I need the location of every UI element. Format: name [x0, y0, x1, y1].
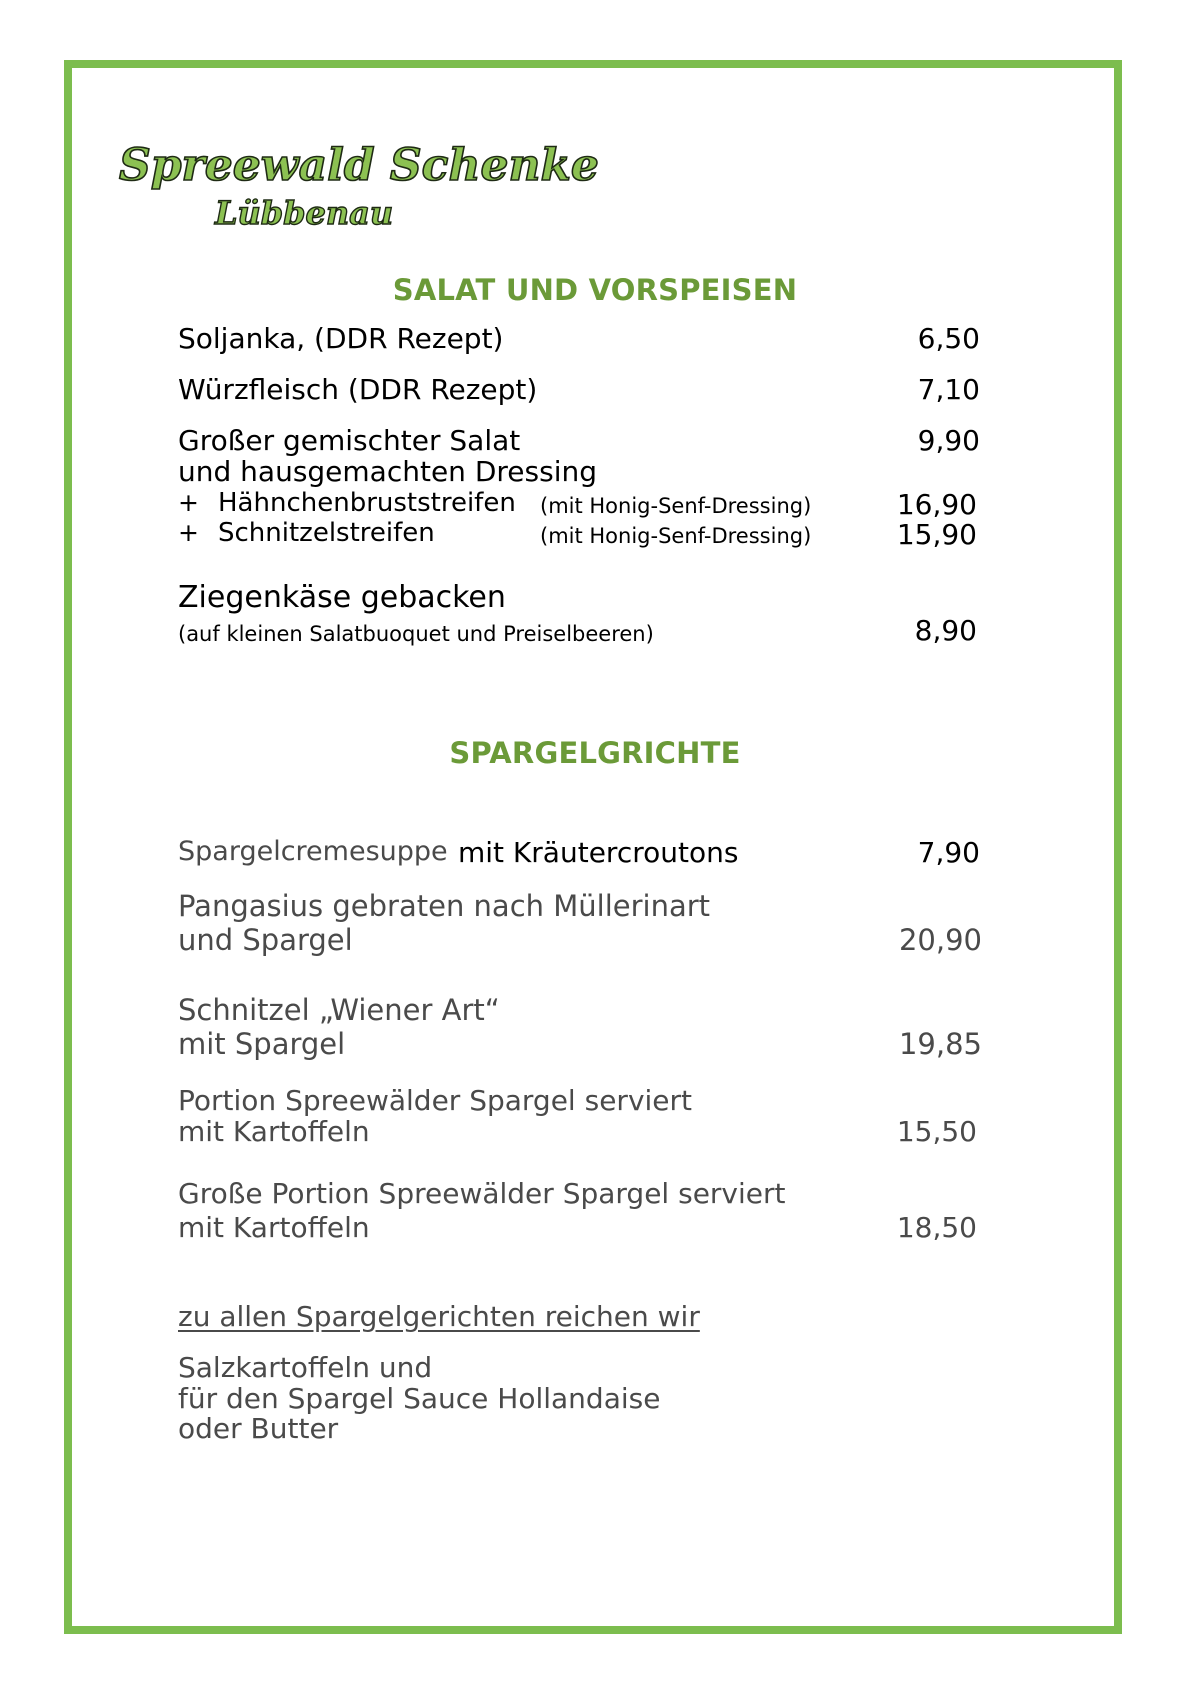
section-title-salat: SALAT UND VORSPEISEN	[392, 273, 798, 307]
extra-schnitzel-note: (mit Honig-Senf-Dressing)	[540, 524, 812, 548]
item-ziegenkaese-note: (auf kleinen Salatbuoquet und Preiselbeeren)	[178, 622, 654, 646]
item-pangasius-line2: und Spargel	[178, 923, 353, 957]
item-pangasius-price: 20,90	[898, 923, 982, 957]
extra-schnitzel-price: 15,90	[896, 518, 977, 551]
item-grosse-portion-price: 18,50	[896, 1211, 977, 1244]
item-portion-price: 15,50	[896, 1115, 977, 1148]
item-grosse-portion-line1: Große Portion Spreewälder Spargel serviert	[178, 1177, 786, 1210]
item-suppe-price: 7,90	[917, 836, 980, 869]
item-wurzfleisch-name: Würzfleisch (DDR Rezept)	[178, 373, 538, 406]
logo-line2: Lübbenau	[215, 194, 394, 232]
item-soljanka-name: Soljanka, (DDR Rezept)	[178, 322, 504, 355]
section-title-spargel: SPARGELGRICHTE	[449, 736, 741, 770]
item-suppe-addition: mit Kräutercroutons	[458, 836, 739, 869]
extra-prefix: +	[178, 488, 199, 517]
extra-prefix: +	[178, 518, 199, 547]
item-ziegenkaese-price: 8,90	[914, 614, 977, 647]
beilagen-line1: Salzkartoffeln und	[178, 1351, 433, 1384]
item-wurzfleisch-price: 7,10	[917, 373, 980, 406]
item-salat-name-line1: Großer gemischter Salat	[178, 424, 521, 457]
item-soljanka-price: 6,50	[917, 322, 980, 355]
item-suppe-name: Spargelcremesuppe	[178, 836, 448, 867]
restaurant-logo	[115, 128, 599, 238]
extra-haehnchen-name: Hähnchenbruststreifen	[218, 488, 516, 518]
beilagen-line3: oder Butter	[178, 1412, 339, 1445]
beilagen-line2: für den Spargel Sauce Hollandaise	[178, 1382, 661, 1415]
extra-haehnchen-note: (mit Honig-Senf-Dressing)	[540, 494, 812, 518]
item-ziegenkaese-name: Ziegenkäse gebacken	[178, 580, 506, 615]
logo-line1: Spreewald Schenke	[119, 140, 599, 191]
item-schnitzel-line1: Schnitzel „Wiener Art“	[178, 993, 500, 1027]
item-schnitzel-line2: mit Spargel	[178, 1027, 346, 1061]
item-salat-price: 9,90	[917, 424, 980, 457]
item-schnitzel-price: 19,85	[898, 1027, 982, 1061]
item-portion-line1: Portion Spreewälder Spargel serviert	[178, 1084, 693, 1117]
item-grosse-portion-line2: mit Kartoffeln	[178, 1211, 370, 1244]
beilagen-heading: zu allen Spargelgerichten reichen wir	[178, 1300, 700, 1333]
item-pangasius-line1: Pangasius gebraten nach Müllerinart	[178, 889, 711, 923]
extra-haehnchen-price: 16,90	[896, 488, 977, 521]
item-salat-name-line2: und hausgemachten Dressing	[178, 455, 597, 488]
extra-schnitzel-name: Schnitzelstreifen	[218, 518, 435, 548]
item-portion-line2: mit Kartoffeln	[178, 1115, 370, 1148]
